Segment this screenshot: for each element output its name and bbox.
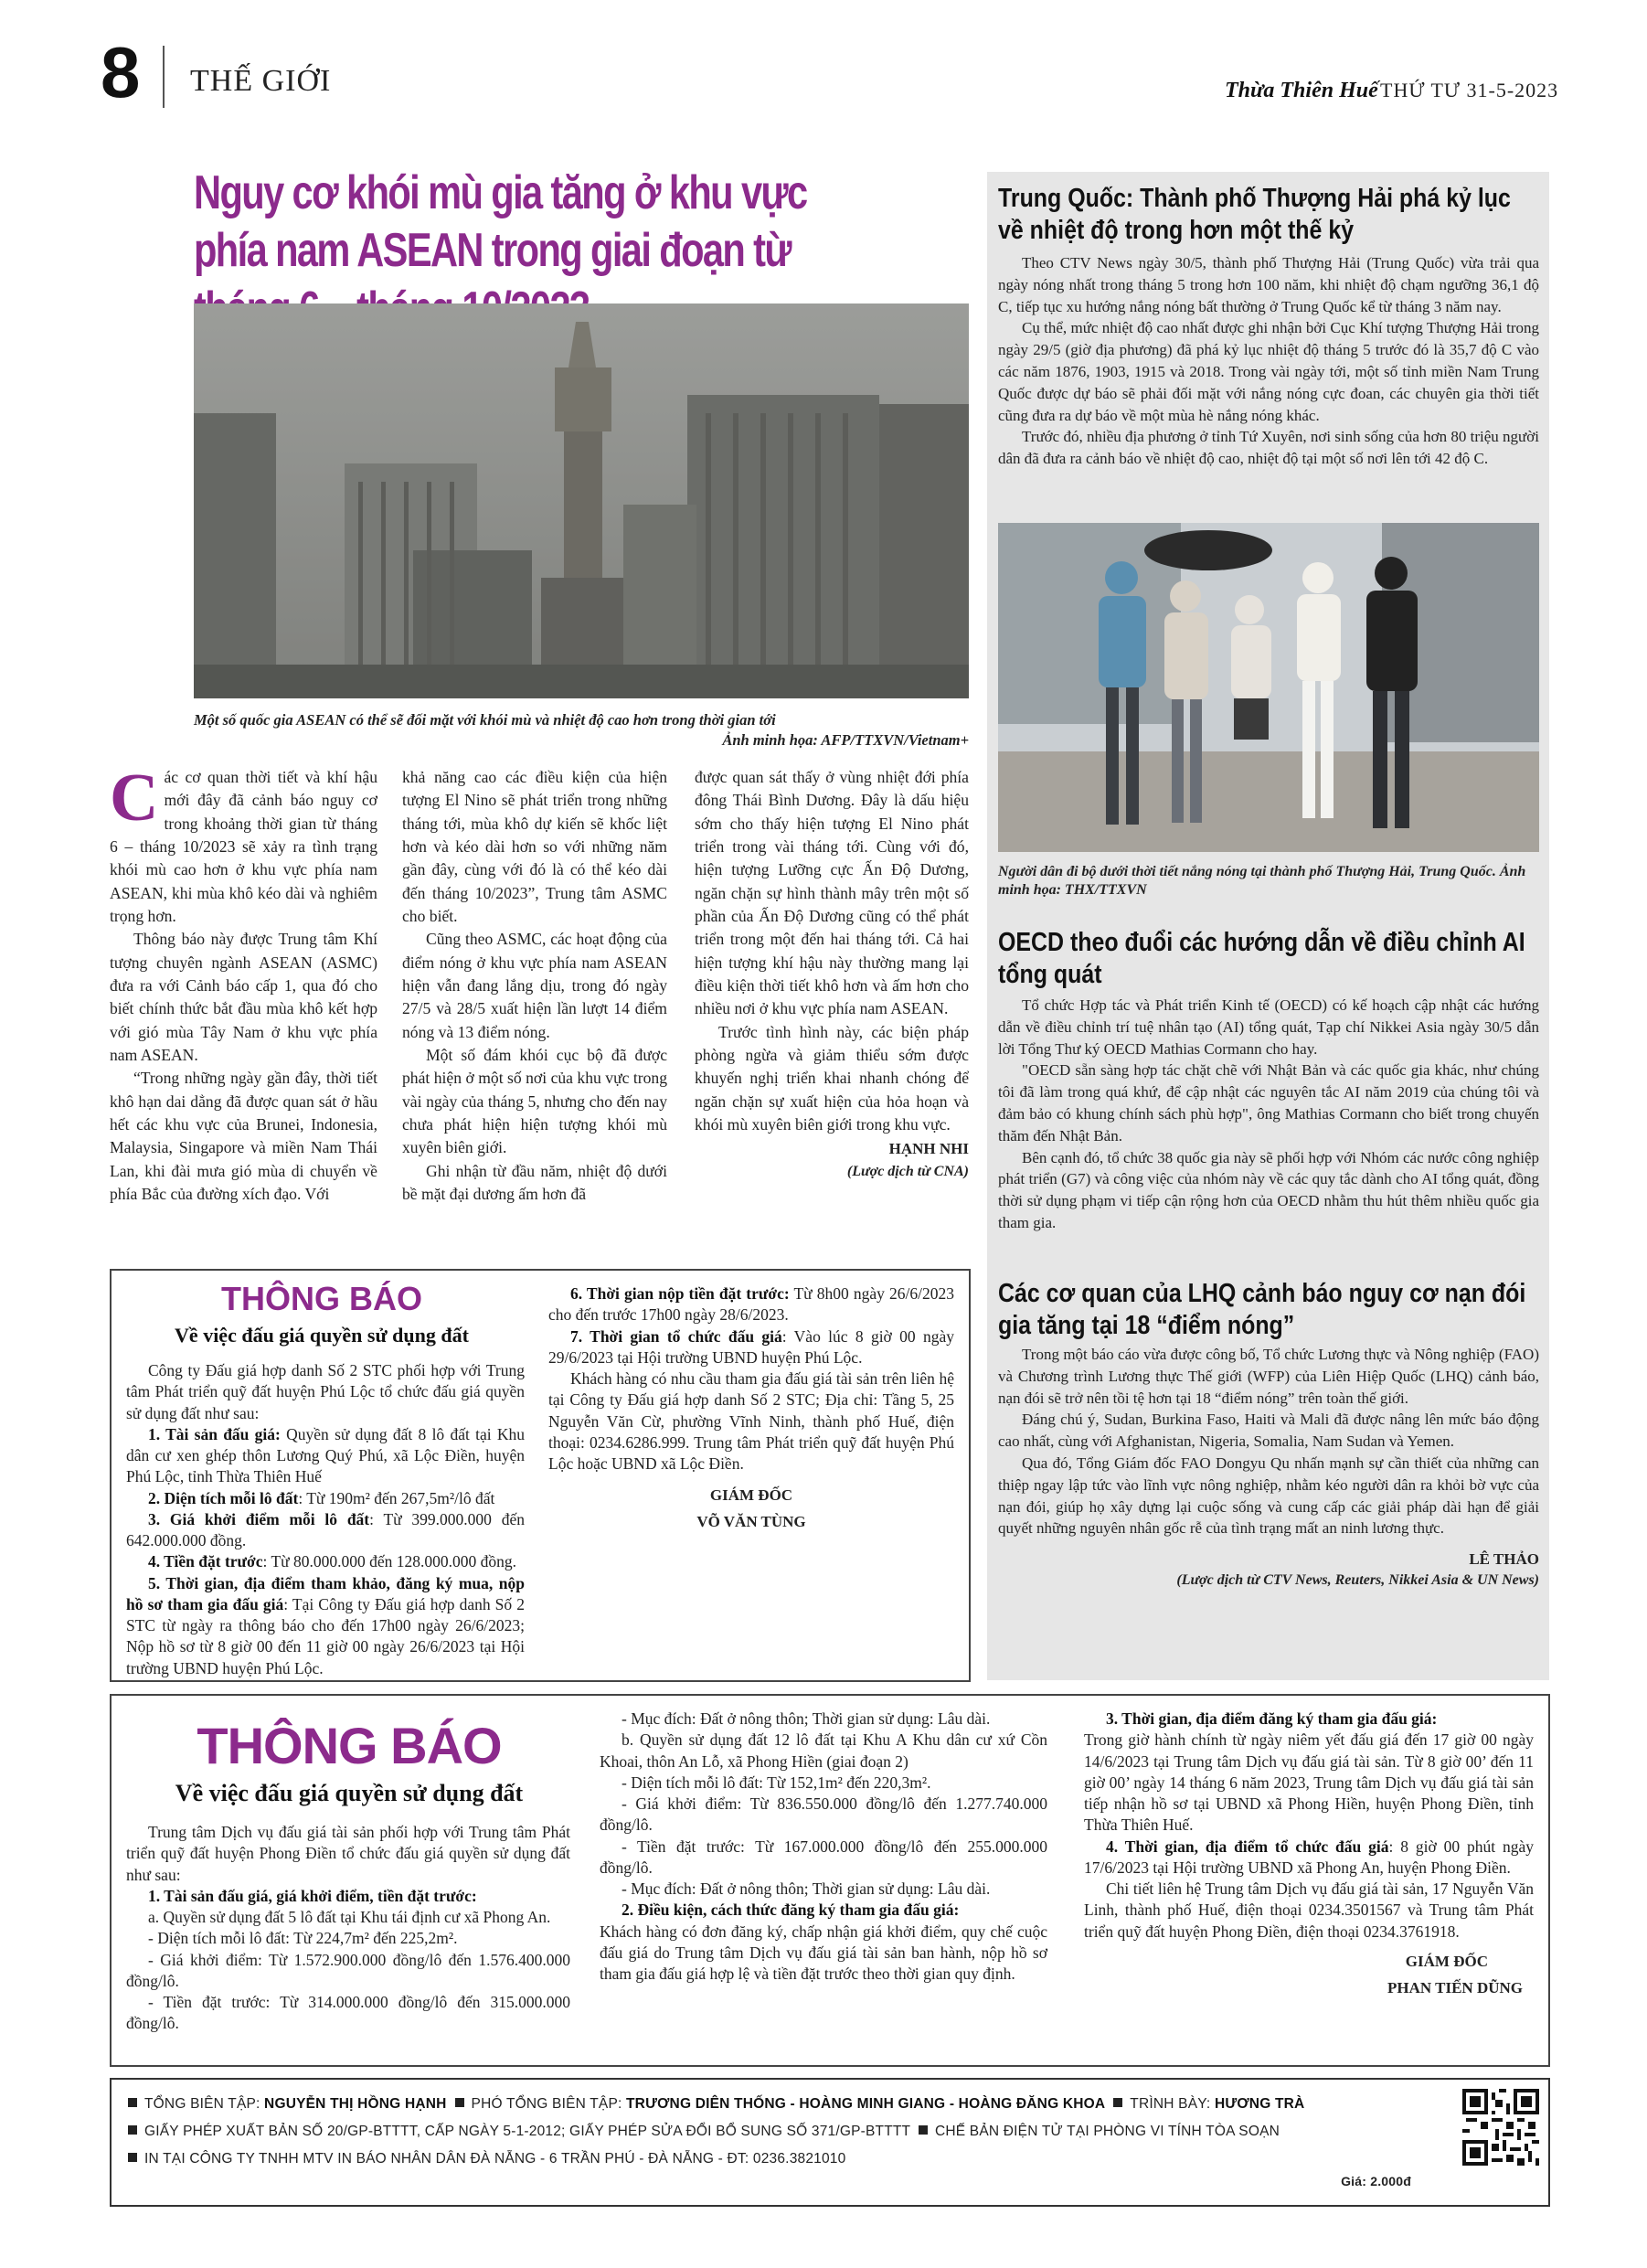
- notice2-line: - Tiền đặt trước: Từ 314.000.000 đồng/lô đến 315.000.000 đồng/lô.: [126, 1993, 570, 2033]
- shanghai-article-title: Trung Quốc: Thành phố Thượng Hải phá kỷ lục về nhiệt độ trong hơn một thế kỷ: [998, 184, 1511, 246]
- auction-notice-phong-dien: [110, 1694, 1550, 2067]
- notice2-item2-label: 2. Điều kiện, cách thức đăng ký tham gia đấu giá:: [622, 1901, 960, 1920]
- notice1-item: 4. Tiền đặt trước: Từ 80.000.000 đến 128.000.000 đồng.: [148, 1552, 517, 1571]
- footer-printer-line: IN TẠI CÔNG TY TNHH MTV IN BÁO NHÂN DÂN ĐÀ NẴNG - 6 TRẦN PHÚ - ĐÀ NẴNG - ĐT: 0236.3821010: [128, 2151, 845, 2167]
- notice2-item3-label: 3. Thời gian, địa điểm đăng ký tham gia đấu giá:: [1106, 1709, 1438, 1728]
- shanghai-heat-photo: [998, 523, 1539, 852]
- section-title: THẾ GIỚI: [190, 64, 332, 98]
- notice2-line: - Diện tích mỗi lô đất: Từ 224,7m² đến 225,2m².: [148, 1929, 458, 1948]
- paragraph: Ghi nhận từ đầu năm, nhiệt độ dưới bề mặt đại dương ấm hơn đã: [402, 1161, 667, 1203]
- un-article-body: [998, 1344, 1539, 1591]
- drop-cap: C: [110, 761, 159, 836]
- main-photo-credit: Ảnh minh họa: AFP/TTXVN/Vietnam+: [722, 731, 969, 749]
- footer-editors-line: TỔNG BIÊN TẬP: NGUYỄN THỊ HỒNG HẠNH PHÓ TỔNG BIÊN TẬP: TRƯƠNG DIÊN THỐNG - HOÀNG MINH GIANG - HOÀNG ĐĂNG KHOA TRÌNH BÀY: HƯƠNG TRÀ: [128, 2096, 1304, 2113]
- notice1-signer-name: VÕ VĂN TÙNG: [696, 1513, 806, 1530]
- paragraph: được quan sát thấy ở vùng nhiệt đới phía đông Thái Bình Dương. Đây là dấu hiệu sớm cho thấy hiện tượng El Nino phát triển trong vài tháng tới. Cùng với đó, hiện tượng Lưỡng cực Ấn Độ Dương, ngăn chặn sự hình thành mây trên một số phần của Ấn Độ Dương cũng có thể phát triển trong một đến hai tháng tới. Cả hai hiện tượng khí hậu này thường mang lại điều kiện thời tiết khô hơn và ấm hơn cho nhiều nơi ở khu vực phía nam ASEAN.: [695, 768, 969, 1018]
- notice2-line: - Giá khởi điểm: Từ 1.572.900.000 đồng/lô đến 1.576.400.000 đồng/lô.: [126, 1950, 570, 1990]
- paragraph: Các cơ quan thời tiết và khí hậu mới đây đã cảnh báo nguy cơ trong khoảng thời gian từ tháng 6 – tháng 10/2023 sẽ xảy ra tình trạng khói mù cao hơn ở khu vực phía nam ASEAN, khi mùa khô kéo dài và nghiêm trọng hơn.: [110, 761, 377, 925]
- paragraph: Cụ thể, mức nhiệt độ cao nhất được ghi nhận bởi Cục Khí tượng Thượng Hải trong ngày 29/5 (giờ địa phương) đã phá kỷ lục nhiệt độ tháng 5 trước đó là 35,7 độ C vào các năm 1876, 1903, 1915 và 2018. Trong vài ngày tới, một số tỉnh miền Nam Trung Quốc được dự báo sẽ phải đối mặt với nắng nóng cực đoan, các chuyên gia thời tiết cũng đưa ra dự báo về một mùa hè nắng nóng khác.: [998, 319, 1539, 424]
- paragraph: Trước đó, nhiều địa phương ở tỉnh Tứ Xuyên, nơi sinh sống của hơn 80 triệu người dân đã đưa ra cảnh báo về nhiệt độ cao, nhiệt độ tại một số nơi lên tới 42 độ C.: [998, 428, 1539, 468]
- notice2-col2: [600, 1709, 1047, 1985]
- pedestrians-illustration: [998, 523, 1539, 852]
- paragraph: Đáng chú ý, Sudan, Burkina Faso, Haiti và Mali đã được nâng lên mức báo động cao nhất, cùng với Afghanistan, Nigeria, Somalia, Nam Sudan và Yemen.: [998, 1411, 1539, 1451]
- newspaper-name: Thừa Thiên Huế: [1225, 79, 1378, 102]
- oecd-article-title: OECD theo đuổi các hướng dẫn về điều chỉnh AI tổng quát: [998, 928, 1525, 990]
- notice1-col1: [126, 1360, 525, 1679]
- page-number: 8: [101, 32, 141, 112]
- notice2-signer-title: GIÁM ĐỐC: [1405, 1952, 1488, 1970]
- paragraph: Một số đám khói cục bộ đã được phát hiện ở một số nơi của khu vực trong vài ngày của tháng 5, nhưng cho đến nay chưa phát hiện hiện tượng khói mù xuyên biên giới.: [402, 1045, 667, 1157]
- paragraph: Theo CTV News ngày 30/5, thành phố Thượng Hải (Trung Quốc) vừa trải qua ngày nóng nhất trong tháng 5 trong hơn 100 năm, khi nhiệt độ chạm ngưỡng 36,1 độ C, tiếp tục xu hướng nắng nóng bất thường ở Trung Quốc kể từ tháng 3 năm nay.: [998, 254, 1539, 315]
- auction-notice-phu-loc: [110, 1269, 971, 1682]
- masthead-footer: [110, 2078, 1550, 2207]
- notice2-line: - Diện tích mỗi lô đất: Từ 152,1m² đến 220,3m².: [622, 1773, 931, 1792]
- notice1-signer-title: GIÁM ĐỐC: [709, 1486, 793, 1505]
- main-article-author: HẠNH NHI: [888, 1140, 969, 1158]
- main-article-col2: [402, 766, 667, 1206]
- shanghai-article-body: [998, 252, 1539, 470]
- notice2-line: - Mục đích: Đất ở nông thôn; Thời gian sử dụng: Lâu dài.: [622, 1709, 991, 1728]
- notice2-col3: [1084, 1709, 1534, 1998]
- main-article-source: (Lược dịch từ CNA): [846, 1163, 969, 1179]
- paragraph: Cũng theo ASMC, các hoạt động của điểm nóng ở khu vực phía nam ASEAN hiện vẫn đang lắng dịu, trong đó ngày 27/5 và 28/5 xuất hiện lần lượt 14 điểm nóng và 13 điểm nóng.: [402, 930, 667, 1041]
- notice2-item4: 4. Thời gian, địa điểm tổ chức đấu giá: 8 giờ 00 phút ngày 17/6/2023 tại Hội trường UBND xã Phong An, huyện Phong Điền.: [1084, 1837, 1534, 1877]
- main-article-col1: [110, 761, 377, 1206]
- paragraph: Tổ chức Hợp tác và Phát triển Kinh tế (OECD) có kế hoạch cập nhật các hướng dẫn về điều chỉnh trí tuệ nhân tạo (AI) tổng quát, Tạp chí Nikkei Asia ngày 30/5 dẫn lời Tổng Thư ký OECD Mathias Cormann cho hay.: [998, 996, 1539, 1058]
- notice2-item3-text: Trong giờ hành chính từ ngày niêm yết đấu giá đến 17 giờ 00 ngày 14/6/2023 tại Trung tâm Dịch vụ đấu giá tài sản. Từ 8 giờ 00’ đến 11 giờ 00’ ngày 14 tháng 6 năm 2023, Trung tâm Dịch vụ đấu giá tài sản tiếp nhận hồ sơ tại UBND xã Phong Hiền, huyện Phong Điền, tỉnh Thừa Thiên Huế.: [1084, 1730, 1534, 1835]
- notice1-item: 3. Giá khởi điểm mỗi lô đất: Từ 399.000.000 đến 642.000.000 đồng.: [126, 1509, 525, 1550]
- un-article-source: (Lược dịch từ CTV News, Reuters, Nikkei Asia & UN News): [1176, 1571, 1539, 1588]
- notice1-intro: Công ty Đấu giá hợp danh Số 2 STC phối hợp với Trung tâm Phát triển quỹ đất huyện Phú Lộc tổ chức đấu giá quyền sử dụng đất như sau:: [126, 1361, 525, 1422]
- notice2-item1a: a. Quyền sử dụng đất 5 lô đất tại Khu tái định cư xã Phong An.: [148, 1908, 551, 1927]
- price-label: Giá: 2.000đ: [1341, 2174, 1411, 2188]
- issue-date: THỨ TƯ 31-5-2023: [1380, 79, 1559, 101]
- main-article-title: Nguy cơ khói mù gia tăng ở khu vực phía nam ASEAN trong giai đoạn từ: [194, 166, 807, 278]
- right-news-column: [987, 172, 1549, 1680]
- un-article-author: LÊ THẢO: [1469, 1550, 1539, 1569]
- paragraph: Bên cạnh đó, tổ chức 38 quốc gia này sẽ phối hợp với Nhóm các nước công nghiệp phát triển (G7) và công việc của nhóm này về các quy tắc dành cho AI tổng quát, đồng thời sử dụng phạm vi tiếp cận rộng hơn của OECD nhằm thu hút thêm nhiều quốc gia tham gia.: [998, 1148, 1539, 1231]
- paragraph: Trong một báo cáo vừa được công bố, Tổ chức Lương thực và Nông nghiệp (FAO) và Chương trình Lương thực Thế giới (WFP) của Liên Hiệp Quốc (LHQ) cảnh báo, nạn đói sẽ trở nên tồi tệ hơn tại 18 “điểm nóng” trên toàn thế giới.: [998, 1346, 1539, 1407]
- paragraph: Thông báo này được Trung tâm Khí tượng chuyên ngành ASEAN (ASMC) đưa ra với Cảnh báo cấp 1, qua đó cho biết chính thức bắt đầu mùa khô kết hợp với gió mùa Tây Nam ở khu vực phía nam ASEAN.: [110, 930, 377, 1064]
- notice2-item1b: b. Quyền sử dụng đất 12 lô đất tại Khu A Khu dân cư xứ Cồn Khoai, thôn An Lỗ, xã Phong Hiền (giai đoạn 2): [600, 1730, 1047, 1771]
- notice2-signer-name: PHAN TIẾN DŨNG: [1387, 1978, 1523, 1996]
- notice1-item: 1. Tài sản đấu giá: Quyền sử dụng đất 8 lô đất tại Khu dân cư xen ghép thôn Lương Quý Phú, xã Lộc Điền, huyện Phú Lộc, tỉnh Thừa Thiên Huế: [126, 1424, 525, 1486]
- qr-code-icon: [1462, 2089, 1539, 2166]
- notice2-item2-text: Khách hàng có đơn đăng ký, chấp nhận giá khởi điểm, quy chế cuộc đấu giá do Trung tâm Dịch vụ đấu giá tài sản ban hành, nộp hồ sơ tham gia đấu giá hợp lệ và tiền đặt trước theo thời gian quy định.: [600, 1922, 1047, 1984]
- smog-city-illustration: [194, 303, 969, 698]
- notice1-subtitle: Về việc đấu giá quyền sử dụng đất: [175, 1324, 469, 1347]
- main-photo-caption: Một số quốc gia ASEAN có thể sẽ đối mặt với khói mù và nhiệt độ cao hơn trong thời gian tới: [194, 711, 776, 729]
- notice1-item: 5. Thời gian, địa điểm tham khảo, đăng ký mua, nộp hồ sơ tham gia đấu giá: Tại Công ty Đấu giá hợp danh Số 2 STC từ ngày ra thông báo cho đến 17h00 ngày 26/6/2023; Nộp hồ sơ từ 8 giờ 00 đến 11 giờ 00 ngày 26/6/2023 tại Hội trường UBND huyện Phú Lộc.: [126, 1573, 525, 1677]
- paragraph: "OECD sẵn sàng hợp tác chặt chẽ với Nhật Bản và các quốc gia khác, như chúng tôi đã làm trong quá khứ, để cập nhật các nguyên tắc AI năm 2019 của chúng tôi và đảm bảo có khung chính sách phù hợp", ông Mathias Cormann cho biết trong chuyến thăm đến Nhật Bản.: [998, 1061, 1539, 1145]
- paragraph: Qua đó, Tổng Giám đốc FAO Dongyu Qu nhấn mạnh sự cần thiết của những can thiệp ngay lập tức vào lĩnh vực nông nghiệp, nhằm kéo người dân ra khỏi bờ vực của nạn đói, giúp họ xây dựng lại cuộc sống và cung cấp các giải pháp dài hạn để giải quyết những nguyên nhân gốc rễ của tình trạng mất an ninh lương thực.: [998, 1453, 1539, 1538]
- notice2-item1-label: 1. Tài sản đấu giá, giá khởi điểm, tiền đặt trước:: [148, 1886, 477, 1905]
- notice2-title: THÔNG BÁO: [197, 1717, 502, 1774]
- header-divider: [163, 46, 165, 108]
- notice2-line: - Tiền đặt trước: Từ 167.000.000 đồng/lô đến 255.000.000 đồng/lô.: [600, 1837, 1047, 1877]
- smog-city-photo: [194, 303, 969, 698]
- main-article-col3: [695, 766, 969, 1182]
- paragraph: khả năng cao các điều kiện của hiện tượng El Nino sẽ phát triển trong những tháng tới, mùa khô dự kiến sẽ khốc liệt hơn và kéo dài hơn so với những năm gần đây, cùng với đó là có thể kéo dài đến tháng 10/2023”, Trung tâm ASMC cho biết.: [402, 768, 667, 925]
- notice2-col1: [126, 1822, 570, 2035]
- notice1-item: 2. Diện tích mỗi lô đất: Từ 190m² đến 267,5m²/lô đất: [148, 1488, 495, 1507]
- un-article-title: Các cơ quan của LHQ cảnh báo nguy cơ nạn đói gia tăng tại 18 “điểm nóng”: [998, 1279, 1526, 1341]
- notice2-line: - Giá khởi điểm: Từ 836.550.000 đồng/lô đến 1.277.740.000 đồng/lô.: [600, 1794, 1047, 1835]
- notice2-intro: Trung tâm Dịch vụ đấu giá tài sản phối hợp với Trung tâm Phát triển quỹ đất huyện Phong Điền tổ chức đấu giá quyền sử dụng đất như sau:: [126, 1823, 570, 1884]
- paragraph: “Trong những ngày gần đây, thời tiết khô hạn dai dẳng đã được quan sát ở hầu hết các khu vực của Brunei, Indonesia, Malaysia, Singapore và miền Nam Thái Lan, khi đài mưa gió mùa di chuyển về phía Bắc của đường xích đạo. Với: [110, 1069, 377, 1203]
- notice1-item: 6. Thời gian nộp tiền đặt trước: Từ 8h00 ngày 26/6/2023 cho đến trước 17h00 ngày 28/6/2023.: [548, 1284, 954, 1325]
- footer-license-line: GIẤY PHÉP XUẤT BẢN SỐ 20/GP-BTTTT, CẤP NGÀY 5-1-2012; GIẤY PHÉP SỬA ĐỔI BỔ SUNG SỐ 371/GP-BTTTT CHẾ BẢN ĐIỆN TỬ TẠI PHÒNG VI TÍNH TÒA SOẠN: [128, 2124, 1280, 2140]
- paragraph: Trước tình hình này, các biện pháp phòng ngừa và giảm thiểu sớm được khuyến nghị triển khai nhanh chóng để ngăn chặn sự xuất hiện của hỏa hoạn và khói mù xuyên biên giới trong khu vực.: [695, 1022, 969, 1134]
- notice2-subtitle: Về việc đấu giá quyền sử dụng đất: [175, 1780, 524, 1806]
- notice1-item: 7. Thời gian tổ chức đấu giá: Vào lúc 8 giờ 00 ngày 29/6/2023 tại Hội trường UBND huyện Phú Lộc.: [548, 1326, 954, 1367]
- notice1-col2: [548, 1283, 954, 1533]
- notice1-title: THÔNG BÁO: [221, 1280, 422, 1317]
- notice2-contact: Chi tiết liên hệ Trung tâm Dịch vụ đấu giá tài sản, 17 Nguyễn Văn Linh, thành phố Huế, điện thoại 0234.3501567 và Trung tâm Phát triển quỹ đất huyện Phong Điền, điện thoại 0234.3761918.: [1084, 1879, 1534, 1941]
- oecd-article-body: [998, 995, 1539, 1234]
- notice1-contact: Khách hàng có nhu cầu tham gia đấu giá tài sản trên liên hệ tại Công ty Đấu giá hợp danh Số 2 STC; Địa chỉ: Tầng 5, 25 Nguyễn Văn Cừ, phường Vĩnh Ninh, thành phố Huế, điện thoại: 0234.6286.999. Trung tâm Phát triển quỹ đất huyện Phú Lộc hoặc UBND xã Lộc Điền.: [548, 1369, 954, 1474]
- shanghai-photo-caption: Người dân đi bộ dưới thời tiết nắng nóng tại thành phố Thượng Hải, Trung Quốc. Ảnh minh họa: THX/TTXVN: [998, 864, 1526, 898]
- notice2-line: - Mục đích: Đất ở nông thôn; Thời gian sử dụng: Lâu dài.: [622, 1879, 991, 1899]
